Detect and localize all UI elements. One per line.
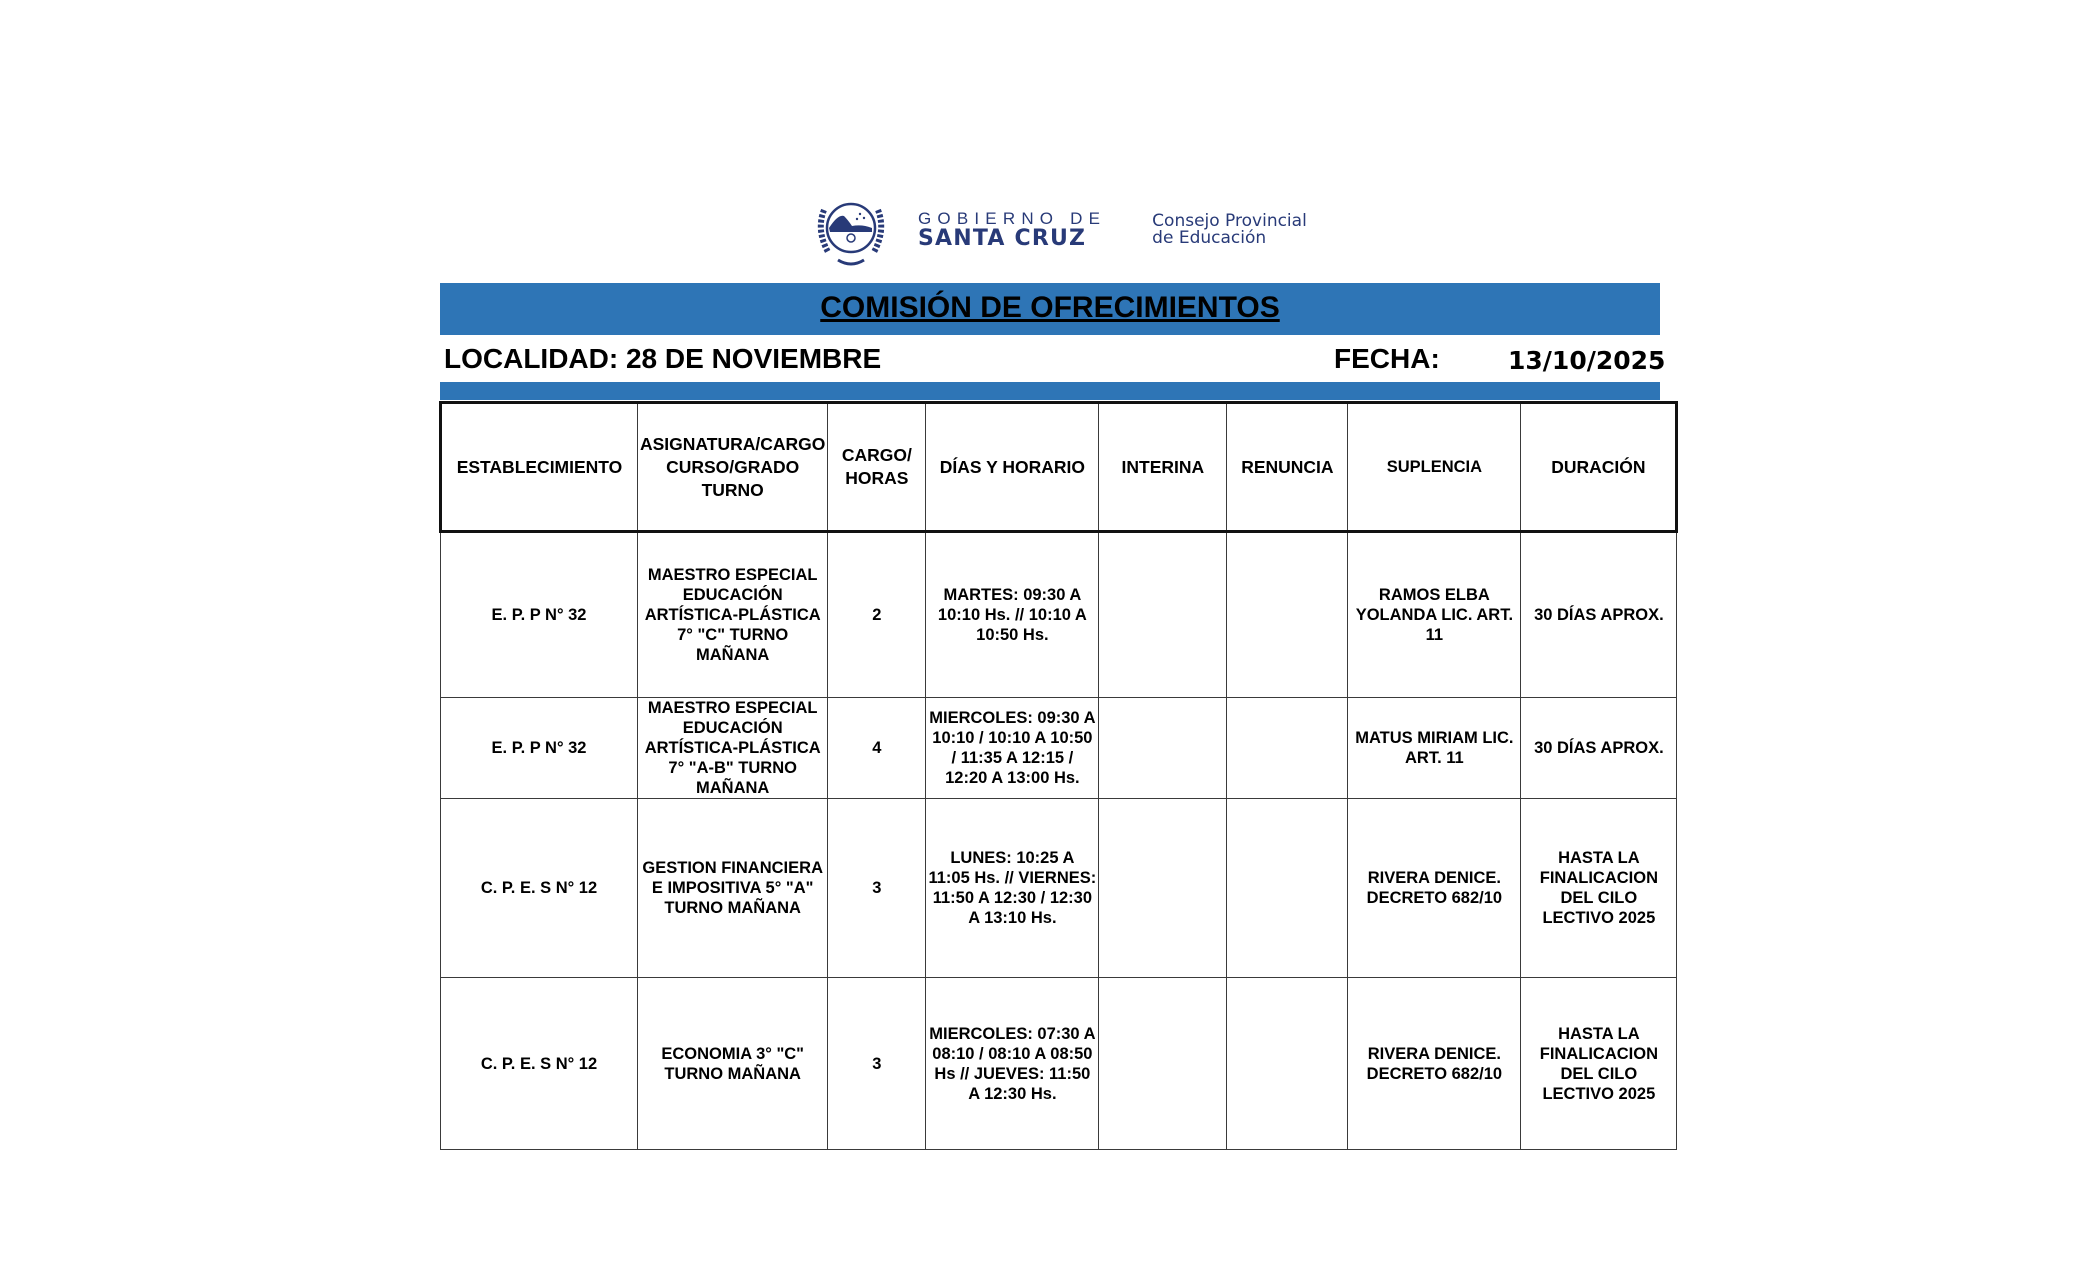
government-line2: SANTA CRUZ	[918, 226, 1087, 251]
cell-interina	[1099, 698, 1227, 799]
col-interina: INTERINA	[1099, 403, 1227, 532]
fecha-label: FECHA:	[1334, 343, 1440, 374]
table-header-row	[441, 403, 1677, 532]
cell-establecimiento: E. P. P N° 32	[441, 698, 638, 799]
cell-horas: 3	[828, 978, 926, 1150]
government-line1: GOBIERNO DE	[918, 209, 1107, 228]
cell-horario: MARTES: 09:30 A 10:10 Hs. // 10:10 A 10:50 Hs.	[926, 532, 1099, 698]
cell-suplencia: RAMOS ELBA YOLANDA LIC. ART. 11	[1348, 532, 1521, 698]
cell-duracion: 30 DÍAS APROX.	[1521, 698, 1677, 799]
localidad-label: LOCALIDAD: 28 DE NOVIEMBRE	[444, 343, 882, 374]
government-wordmark	[918, 210, 1106, 250]
cell-interina	[1099, 978, 1227, 1150]
council-line2: de Educación	[1152, 228, 1267, 248]
council-wordmark	[1152, 213, 1307, 247]
cell-horario: LUNES: 10:25 A 11:05 Hs. // VIERNES: 11:50 A 12:30 / 12:30 A 13:10 Hs.	[926, 799, 1099, 978]
col-suplencia: SUPLENCIA	[1348, 403, 1521, 532]
cell-asignatura: ECONOMIA 3° "C" TURNO MAÑANA	[638, 978, 828, 1150]
cell-duracion: HASTA LA FINALICACION DEL CILO LECTIVO 2025	[1521, 978, 1677, 1150]
council-line1: Consejo Provincial	[1152, 211, 1307, 231]
cell-duracion: 30 DÍAS APROX.	[1521, 532, 1677, 698]
cell-renuncia	[1227, 532, 1348, 698]
cell-interina	[1099, 532, 1227, 698]
cell-renuncia	[1227, 799, 1348, 978]
cell-horas: 3	[828, 799, 926, 978]
page-title: COMISIÓN DE OFRECIMIENTOS	[820, 291, 1280, 324]
table-row	[441, 698, 1677, 799]
header-logo	[810, 190, 1307, 270]
cell-horas: 4	[828, 698, 926, 799]
cell-suplencia: MATUS MIRIAM LIC. ART. 11	[1348, 698, 1521, 799]
cell-suplencia: RIVERA DENICE. DECRETO 682/10	[1348, 978, 1521, 1150]
coat-of-arms-icon	[810, 190, 892, 270]
cell-renuncia	[1227, 978, 1348, 1150]
cell-establecimiento: E. P. P N° 32	[441, 532, 638, 698]
cell-horario: MIERCOLES: 07:30 A 08:10 / 08:10 A 08:50 Hs // JUEVES: 11:50 A 12:30 Hs.	[926, 978, 1099, 1150]
cell-asignatura: GESTION FINANCIERA E IMPOSITIVA 5° "A" TURNO MAÑANA	[638, 799, 828, 978]
col-duracion: DURACIÓN	[1521, 403, 1677, 532]
cell-horario: MIERCOLES: 09:30 A 10:10 / 10:10 A 10:50 / 11:35 A 12:15 / 12:20 A 13:00 Hs.	[926, 698, 1099, 799]
table-row	[441, 978, 1677, 1150]
cell-duracion: HASTA LA FINALICACION DEL CILO LECTIVO 2025	[1521, 799, 1677, 978]
offers-table	[439, 401, 1678, 1150]
fecha-value: 13/10/2025	[1508, 346, 1666, 375]
col-asignatura: ASIGNATURA/CARGO CURSO/GRADO TURNO	[638, 403, 828, 532]
col-horas: CARGO/ HORAS	[828, 403, 926, 532]
cell-suplencia: RIVERA DENICE. DECRETO 682/10	[1348, 799, 1521, 978]
col-horario: DÍAS Y HORARIO	[926, 403, 1099, 532]
cell-renuncia	[1227, 698, 1348, 799]
cell-establecimiento: C. P. E. S N° 12	[441, 978, 638, 1150]
cell-asignatura: MAESTRO ESPECIAL EDUCACIÓN ARTÍSTICA-PLÁSTICA 7° "A-B" TURNO MAÑANA	[638, 698, 828, 799]
cell-asignatura: MAESTRO ESPECIAL EDUCACIÓN ARTÍSTICA-PLÁSTICA 7° "C" TURNO MAÑANA	[638, 532, 828, 698]
cell-horas: 2	[828, 532, 926, 698]
cell-interina	[1099, 799, 1227, 978]
col-establecimiento: ESTABLECIMIENTO	[441, 403, 638, 532]
table-row	[441, 799, 1677, 978]
col-renuncia: RENUNCIA	[1227, 403, 1348, 532]
table-row	[441, 532, 1677, 698]
cell-establecimiento: C. P. E. S N° 12	[441, 799, 638, 978]
separator-bar	[440, 382, 1660, 400]
